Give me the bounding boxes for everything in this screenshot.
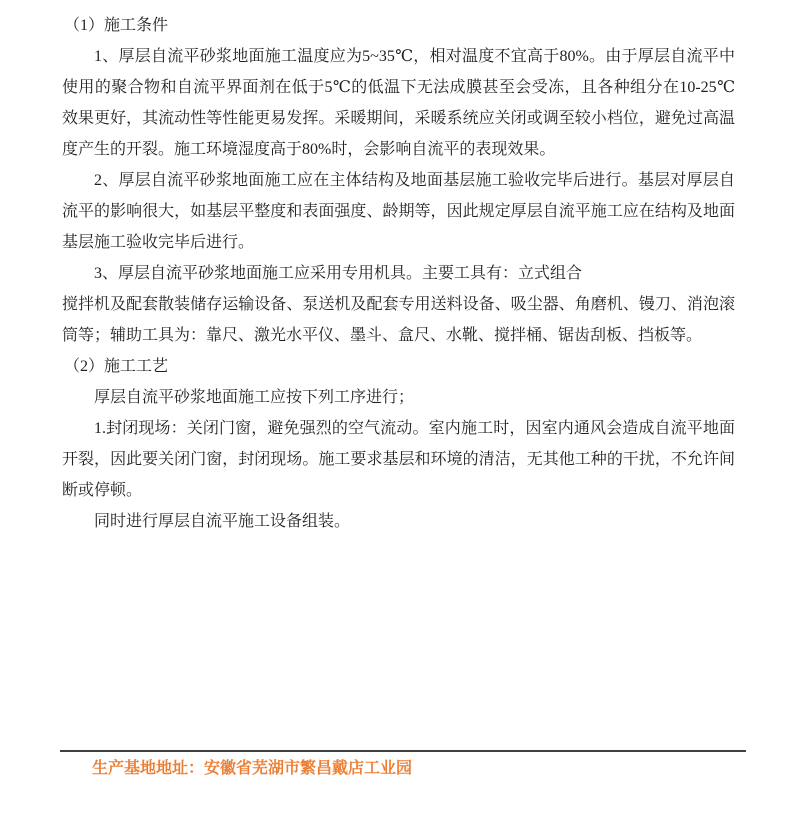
paragraph-close-site: 1.封闭现场：关闭门窗，避免强烈的空气流动。室内施工时，因室内通风会造成自流平地面开裂，因此要关闭门窗，封闭现场。施工要求基层和环境的清洁，无其他工种的干扰，不允许间断或停顿。 [62, 420, 735, 499]
paragraph-base-layer-acceptance: 2、厚层自流平砂浆地面施工应在主体结构及地面基层施工验收完毕后进行。基层对厚层自流平的影响很大，如基层平整度和表面强度、龄期等，因此规定厚层自流平施工应在结构及地面基层施工验收完毕后进行。 [62, 172, 735, 251]
paragraph-special-tools [62, 258, 735, 351]
footer-address: 生产基地地址：安徽省芜湖市繁昌戴店工业园 [92, 760, 413, 777]
section-heading-construction-conditions: （1）施工条件 [64, 17, 169, 34]
paragraph-special-tools-line1: 3、厚层自流平砂浆地面施工应采用专用机具。主要工具有：立式组合 [94, 265, 583, 282]
section-heading-construction-process: （2）施工工艺 [64, 358, 169, 375]
paragraph-special-tools-rest: 搅拌机及配套散装储存运输设备、泵送机及配套专用送料设备、吸尘器、角磨机、镘刀、消泡滚筒等；辅助工具为：靠尺、激光水平仪、墨斗、盒尺、水靴、搅拌桶、锯齿刮板、挡板等。 [62, 296, 735, 344]
paragraph-process-intro: 厚层自流平砂浆地面施工应按下列工序进行； [94, 389, 415, 406]
paragraph-equipment-assembly: 同时进行厚层自流平施工设备组装。 [94, 513, 351, 530]
paragraph-temperature-conditions: 1、厚层自流平砂浆地面施工温度应为5~35℃，相对温度不宜高于80%。由于厚层自流平中使用的聚合物和自流平界面剂在低于5℃的低温下无法成膜甚至会受冻，且各种组分在10-25℃效果更好，其流动性等性能更易发挥。采暖期间，采暖系统应关闭或调至较小档位，避免过高温度产生的开裂。施工环境湿度高于80%时，会影响自流平的表现效果。 [62, 48, 735, 158]
page-footer [60, 750, 746, 781]
